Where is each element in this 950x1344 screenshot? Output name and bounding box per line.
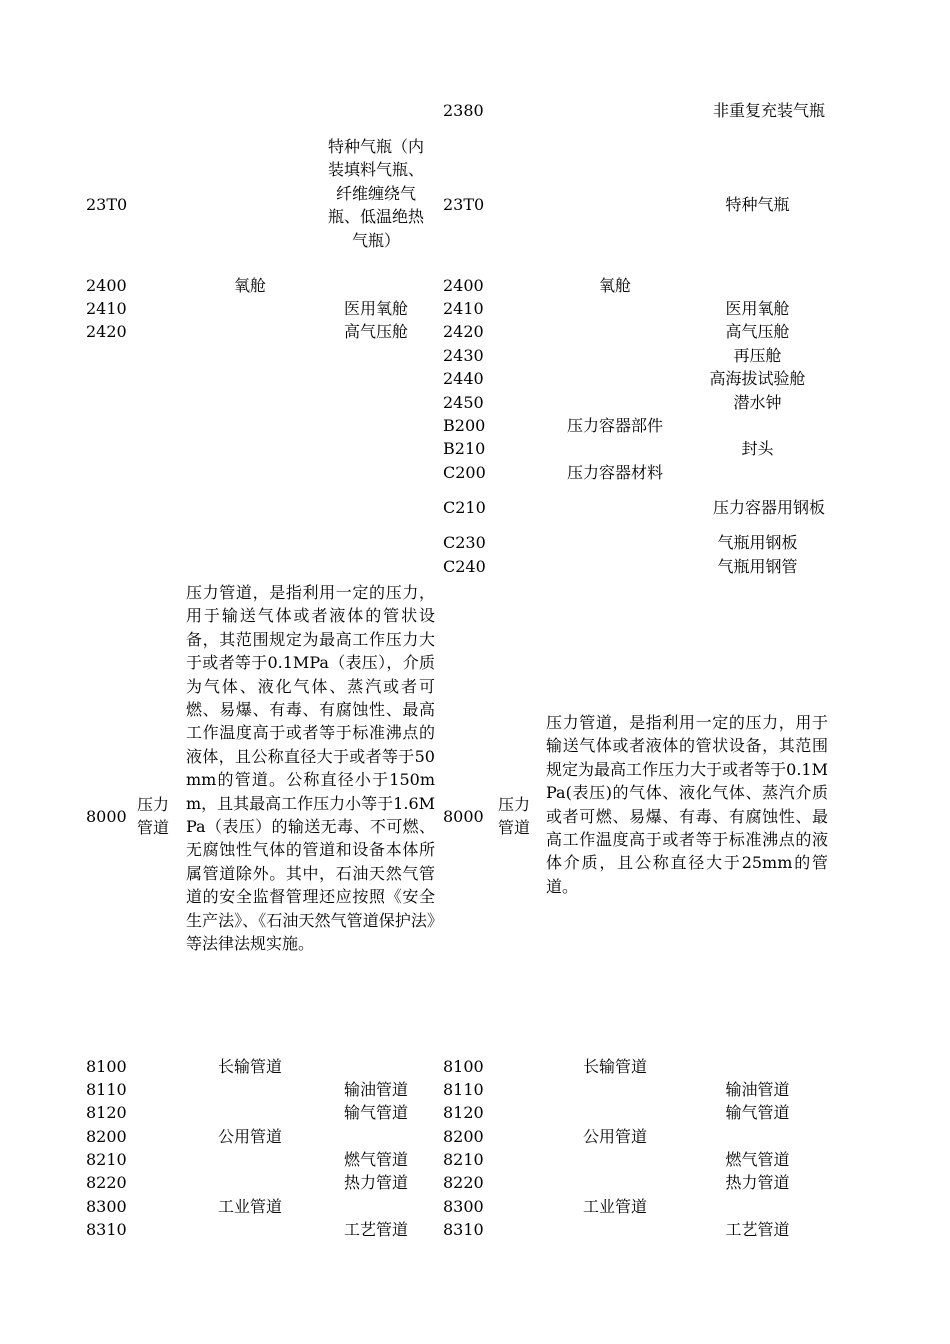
row-code: 2410 [86, 299, 127, 318]
row-code: C240 [443, 557, 486, 576]
row-code: 8110 [86, 1080, 127, 1099]
row-code: 8110 [443, 1080, 484, 1099]
row-code: 23T0 [443, 195, 485, 214]
row-subname: 医用氧舱 [725, 299, 790, 318]
pipe-code: 8000 [443, 807, 484, 826]
pipe-category: 压力管道 [137, 795, 170, 838]
row-subname: 非重复充装气瓶 [712, 101, 825, 120]
row-code: 8120 [443, 1103, 484, 1122]
row-name: 氧舱 [598, 276, 631, 295]
pipe-definition: 压力管道，是指利用一定的压力，用于输送气体或者液体的管状设备，其范围规定为最高工作压力大于或者等于0.1MPa（表压），介质为气体、液化气体、蒸汽或者可燃、易爆、有毒、有腐蚀性、最高工作温度高于或者等于标准沸点的液体，且公称直径大于或者等于50mm的管道。公称直径小于150mm，且其最高工作压力小等于1.6MPa（表压）的输送无毒、不可燃、无腐蚀性气体的管道和设备本体所属管道除外。其中，石油天然气管道的安全监督管理还应按照《安全生产法》、《石油天然气管道保护法》等法律法规实施。 [186, 583, 436, 954]
row-subname: 高气压舱 [725, 322, 790, 341]
row-code: 8310 [443, 1220, 484, 1239]
row-code: 2440 [443, 369, 484, 388]
row-subname: 输气管道 [725, 1103, 790, 1122]
row-code: C200 [443, 463, 486, 482]
row-subname: 气瓶用钢板 [717, 533, 798, 552]
row-code: 8210 [443, 1150, 484, 1169]
row-subname: 输油管道 [343, 1080, 408, 1099]
pipe-category: 压力管道 [498, 795, 531, 838]
row-code: 8200 [443, 1127, 484, 1146]
row-subname: 医用氧舱 [343, 299, 408, 318]
row-subname: 热力管道 [343, 1173, 408, 1192]
row-code: 2380 [443, 101, 484, 120]
row-subname: 高海拔试验舱 [709, 369, 806, 388]
row-subname: 特种气瓶 [725, 195, 790, 214]
row-code: 2410 [443, 299, 484, 318]
row-code: 8200 [86, 1127, 127, 1146]
row-subname: 高气压舱 [343, 322, 408, 341]
row-name: 氧舱 [233, 276, 266, 295]
row-code: C230 [443, 533, 486, 552]
row-name: 工业管道 [217, 1197, 282, 1216]
row-code: 8300 [86, 1197, 127, 1216]
row-subname: 工艺管道 [343, 1220, 408, 1239]
row-subname: 压力容器用钢板 [712, 498, 825, 517]
row-code: 8120 [86, 1103, 127, 1122]
row-code: 2420 [86, 322, 127, 341]
pipe-code: 8000 [86, 807, 127, 826]
row-subname: 再压舱 [733, 346, 782, 365]
row-code: 23T0 [86, 195, 128, 214]
row-code: 2450 [443, 393, 484, 412]
pipe-definition: 压力管道，是指利用一定的压力，用于输送气体或者液体的管状设备，其范围规定为最高工作压力大于或者等于0.1MPa(表压)的气体、液化气体、蒸汽介质或者可燃、易爆、有毒、有腐蚀性、最高工作温度高于或者等于标准沸点的液体介质，且公称直径大于25mm的管道。 [546, 713, 828, 896]
row-subname: 潜水钟 [733, 393, 782, 412]
row-name: 压力容器部件 [566, 416, 663, 435]
row-code: 2400 [443, 276, 484, 295]
row-name: 长输管道 [217, 1057, 282, 1076]
row-name: 公用管道 [582, 1127, 647, 1146]
row-code: 8220 [86, 1173, 127, 1192]
row-code: 8100 [443, 1057, 484, 1076]
row-code: 8310 [86, 1220, 127, 1239]
row-name: 长输管道 [582, 1057, 647, 1076]
row-subname: 输油管道 [725, 1080, 790, 1099]
row-subname: 热力管道 [725, 1173, 790, 1192]
row-code: C210 [443, 498, 486, 517]
row-code: 2430 [443, 346, 484, 365]
row-code: 2420 [443, 322, 484, 341]
row-name: 压力容器材料 [566, 463, 663, 482]
row-subname: 气瓶用钢管 [717, 557, 798, 576]
row-subname: 封头 [741, 439, 774, 458]
row-name: 工业管道 [582, 1197, 647, 1216]
row-subname: 特种气瓶（内装填料气瓶、纤维缠绕气瓶、低温绝热气瓶） [327, 137, 424, 250]
row-name: 公用管道 [217, 1127, 282, 1146]
row-subname: 燃气管道 [343, 1150, 408, 1169]
row-code: 8220 [443, 1173, 484, 1192]
row-code: 8100 [86, 1057, 127, 1076]
row-code: 2400 [86, 276, 127, 295]
row-subname: 输气管道 [343, 1103, 408, 1122]
row-code: 8300 [443, 1197, 484, 1216]
row-code: B210 [443, 439, 486, 458]
row-subname: 工艺管道 [725, 1220, 790, 1239]
row-subname: 燃气管道 [725, 1150, 790, 1169]
row-code: B200 [443, 416, 486, 435]
row-code: 8210 [86, 1150, 127, 1169]
